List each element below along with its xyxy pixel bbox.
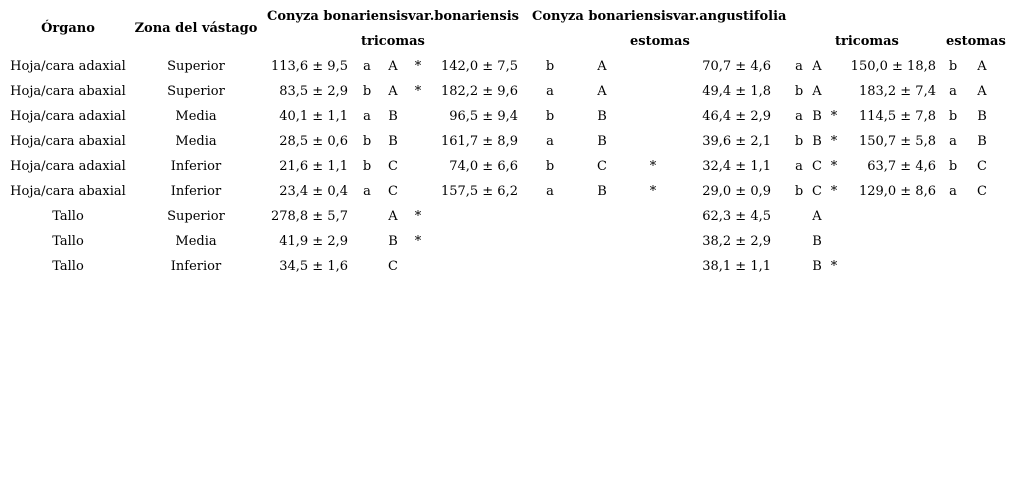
cell-s1-tricomas-letter-zone: b (362, 84, 372, 99)
cell-s2-estomas-value: 183,2 ± 7,4 (858, 84, 936, 99)
cell-s1-tricomas-value: 113,6 ± 9,5 (270, 59, 348, 74)
cell-s2-estomas-letter-face: A (977, 59, 987, 74)
cell-s2-tricomas-letter-face: B (812, 134, 822, 149)
cell-s1-tricomas-signif: * (414, 59, 422, 74)
cell-s2-tricomas-value: 49,4 ± 1,8 (702, 84, 771, 99)
cell-zone: Inferior (170, 159, 222, 174)
cell-s1-estomas-letter-face: B (597, 184, 607, 199)
header-s1-estomas: estomas (630, 34, 690, 49)
cell-s2-estomas-letter-zone: b (948, 59, 958, 74)
cell-s2-tricomas-letter-face: C (812, 159, 822, 174)
cell-s1-estomas-signif: * (649, 184, 657, 199)
cell-zone: Media (175, 109, 217, 124)
cell-s2-tricomas-letter-face: B (812, 109, 822, 124)
cell-s1-estomas-letter-zone: a (546, 134, 554, 149)
cell-s2-tricomas-letter-face: A (812, 209, 822, 224)
cell-s1-estomas-letter-face: A (597, 84, 607, 99)
cell-s1-tricomas-value: 28,5 ± 0,6 (279, 134, 348, 149)
cell-s2-estomas-value: 114,5 ± 7,8 (858, 109, 936, 124)
cell-s2-tricomas-letter-face: B (812, 259, 822, 274)
cell-s2-tricomas-letter-face: C (812, 184, 822, 199)
header-organ: Órgano (41, 21, 95, 36)
cell-s2-estomas-letter-face: B (977, 134, 987, 149)
cell-s1-tricomas-value: 83,5 ± 2,9 (279, 84, 348, 99)
cell-s1-estomas-value: 182,2 ± 9,6 (440, 84, 518, 99)
cell-s2-estomas-value: 129,0 ± 8,6 (858, 184, 936, 199)
cell-s2-tricomas-value: 32,4 ± 1,1 (702, 159, 771, 174)
cell-s1-tricomas-value: 40,1 ± 1,1 (279, 109, 348, 124)
cell-s2-tricomas-value: 70,7 ± 4,6 (702, 59, 771, 74)
cell-s1-estomas-value: 74,0 ± 6,6 (449, 159, 518, 174)
cell-s2-tricomas-signif: * (830, 159, 838, 174)
cell-s1-tricomas-letter-face: B (388, 109, 398, 124)
cell-s2-estomas-value: 63,7 ± 4,6 (867, 159, 936, 174)
cell-organ: Hoja/cara abaxial (10, 184, 126, 199)
cell-zone: Media (175, 234, 217, 249)
cell-s2-tricomas-value: 39,6 ± 2,1 (702, 134, 771, 149)
cell-s1-tricomas-value: 23,4 ± 0,4 (279, 184, 348, 199)
cell-organ: Tallo (52, 234, 84, 249)
cell-s1-estomas-signif: * (649, 159, 657, 174)
cell-s2-tricomas-letter-zone: a (795, 59, 803, 74)
cell-zone: Superior (167, 84, 225, 99)
cell-s2-tricomas-letter-zone: a (795, 159, 803, 174)
cell-s1-tricomas-value: 34,5 ± 1,6 (279, 259, 348, 274)
cell-s2-tricomas-letter-face: A (812, 59, 822, 74)
cell-s1-tricomas-signif: * (414, 209, 422, 224)
cell-s1-estomas-letter-zone: b (545, 159, 555, 174)
cell-s1-estomas-letter-zone: a (546, 184, 554, 199)
cell-s1-estomas-letter-zone: b (545, 109, 555, 124)
cell-s1-estomas-letter-face: C (597, 159, 607, 174)
cell-s1-tricomas-letter-zone: a (363, 59, 371, 74)
cell-s2-tricomas-value: 38,1 ± 1,1 (702, 259, 771, 274)
cell-s2-tricomas-letter-face: A (812, 84, 822, 99)
cell-zone: Media (175, 134, 217, 149)
cell-zone: Inferior (170, 259, 222, 274)
cell-s2-tricomas-signif: * (830, 184, 838, 199)
cell-s1-estomas-value: 142,0 ± 7,5 (440, 59, 518, 74)
cell-s1-tricomas-value: 278,8 ± 5,7 (270, 209, 348, 224)
cell-s2-tricomas-letter-face: B (812, 234, 822, 249)
cell-s2-estomas-value: 150,0 ± 18,8 (850, 59, 936, 74)
cell-s1-estomas-value: 157,5 ± 6,2 (440, 184, 518, 199)
cell-zone: Inferior (170, 184, 222, 199)
cell-organ: Hoja/cara abaxial (10, 84, 126, 99)
cell-s1-estomas-letter-face: A (597, 59, 607, 74)
cell-s2-estomas-letter-zone: a (949, 134, 957, 149)
cell-s2-estomas-letter-face: A (977, 84, 987, 99)
header-species-1: Conyza bonariensisvar.bonariensis (267, 9, 519, 24)
cell-s1-estomas-letter-face: B (597, 134, 607, 149)
cell-zone: Superior (167, 59, 225, 74)
cell-s2-estomas-letter-zone: a (949, 184, 957, 199)
cell-s2-tricomas-signif: * (830, 259, 838, 274)
cell-s1-tricomas-letter-face: B (388, 134, 398, 149)
cell-s2-tricomas-value: 62,3 ± 4,5 (702, 209, 771, 224)
cell-s1-tricomas-letter-zone: b (362, 159, 372, 174)
header-s2-tricomas: tricomas (835, 34, 899, 49)
cell-s2-estomas-letter-face: C (977, 159, 987, 174)
cell-s1-tricomas-letter-face: A (388, 59, 398, 74)
cell-s2-estomas-value: 150,7 ± 5,8 (858, 134, 936, 149)
cell-s2-tricomas-value: 38,2 ± 2,9 (702, 234, 771, 249)
cell-organ: Tallo (52, 259, 84, 274)
cell-organ: Tallo (52, 209, 84, 224)
cell-s1-tricomas-signif: * (414, 234, 422, 249)
header-s1-tricomas: tricomas (361, 34, 425, 49)
cell-s1-tricomas-letter-face: A (388, 209, 398, 224)
cell-s1-estomas-letter-face: B (597, 109, 607, 124)
header-s2-estomas: estomas (946, 34, 1006, 49)
cell-zone: Superior (167, 209, 225, 224)
cell-s1-tricomas-letter-face: A (388, 84, 398, 99)
cell-s2-tricomas-value: 29,0 ± 0,9 (702, 184, 771, 199)
cell-s1-tricomas-letter-zone: a (363, 109, 371, 124)
cell-s1-tricomas-letter-face: C (388, 159, 398, 174)
cell-s1-estomas-value: 96,5 ± 9,4 (449, 109, 518, 124)
cell-s1-estomas-letter-zone: b (545, 59, 555, 74)
cell-s2-estomas-letter-zone: a (949, 84, 957, 99)
cell-s2-tricomas-letter-zone: a (795, 109, 803, 124)
cell-s1-tricomas-value: 21,6 ± 1,1 (279, 159, 348, 174)
cell-s1-estomas-letter-zone: a (546, 84, 554, 99)
cell-organ: Hoja/cara abaxial (10, 134, 126, 149)
cell-s2-tricomas-signif: * (830, 134, 838, 149)
cell-organ: Hoja/cara adaxial (10, 109, 126, 124)
cell-s1-estomas-value: 161,7 ± 8,9 (440, 134, 518, 149)
cell-s1-tricomas-letter-face: C (388, 259, 398, 274)
cell-organ: Hoja/cara adaxial (10, 59, 126, 74)
cell-s2-estomas-letter-zone: b (948, 109, 958, 124)
cell-s1-tricomas-letter-face: C (388, 184, 398, 199)
cell-s2-tricomas-letter-zone: b (794, 84, 804, 99)
cell-s2-tricomas-letter-zone: b (794, 184, 804, 199)
cell-s2-tricomas-signif: * (830, 109, 838, 124)
cell-s1-tricomas-letter-zone: a (363, 184, 371, 199)
cell-s1-tricomas-value: 41,9 ± 2,9 (279, 234, 348, 249)
cell-s1-tricomas-letter-face: B (388, 234, 398, 249)
cell-s2-estomas-letter-face: C (977, 184, 987, 199)
cell-s2-estomas-letter-zone: b (948, 159, 958, 174)
cell-s1-tricomas-letter-zone: b (362, 134, 372, 149)
header-zone: Zona del vástago (134, 21, 258, 36)
cell-s2-estomas-letter-face: B (977, 109, 987, 124)
cell-s2-tricomas-letter-zone: b (794, 134, 804, 149)
cell-organ: Hoja/cara adaxial (10, 159, 126, 174)
header-species-2: Conyza bonariensisvar.angustifolia (532, 9, 787, 24)
cell-s1-tricomas-signif: * (414, 84, 422, 99)
cell-s2-tricomas-value: 46,4 ± 2,9 (702, 109, 771, 124)
